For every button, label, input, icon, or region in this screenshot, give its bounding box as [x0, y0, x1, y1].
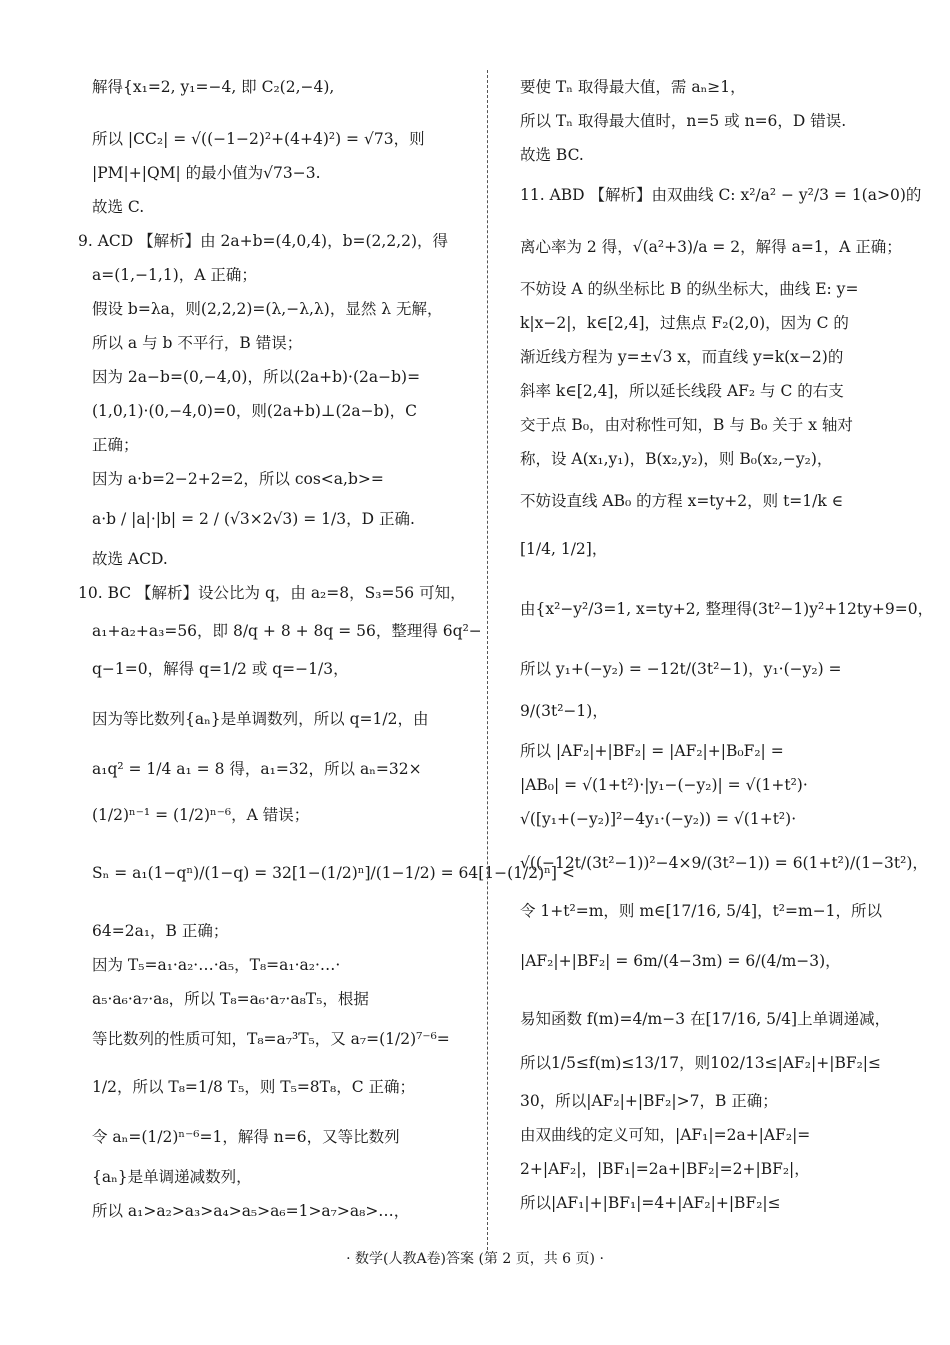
text-line: 所以 y₁+(−y₂) = −12t/(3t²−1)，y₁·(−y₂) = [520, 660, 842, 678]
text-line: 解得{x₁=2, y₁=−4, 即 C₂(2,−4), [92, 78, 335, 96]
text-line: 30，所以|AF₂|+|BF₂|>7，B 正确； [520, 1092, 778, 1110]
text-line: 因为等比数列{aₙ}是单调数列，所以 q=1/2，由 [92, 710, 429, 728]
text-line: 64=2a₁，B 正确； [92, 922, 229, 940]
text-line: 11. ABD 【解析】由双曲线 C: x²/a² − y²/3 = 1(a>0)的 [520, 186, 922, 204]
text-line: 称，设 A(x₁,y₁)，B(x₂,y₂)，则 B₀(x₂,−y₂)， [520, 450, 833, 468]
text-line: 易知函数 f(m)=4/m−3 在[17/16, 5/4]上单调递减， [520, 1010, 891, 1028]
text-line: (1/2)ⁿ⁻¹ = (1/2)ⁿ⁻⁶，A 错误； [92, 806, 310, 824]
text-line: k|x−2|，k∈[2,4]，过焦点 F₂(2,0)，因为 C 的 [520, 314, 849, 332]
text-line: 所以 |CC₂| = √((−1−2)²+(4+4)²) = √73，则 [92, 130, 425, 148]
text-line: 交于点 B₀，由对称性可知，B 与 B₀ 关于 x 轴对 [520, 416, 853, 434]
text-line: 故选 BC. [520, 146, 584, 164]
text-line: a=(1,−1,1)，A 正确； [92, 266, 257, 284]
text-line: 所以1/5≤f(m)≤13/17，则102/13≤|AF₂|+|BF₂|≤ [520, 1054, 882, 1072]
text-line: 故选 C. [92, 198, 145, 216]
text-line: [1/4, 1/2]， [520, 540, 608, 558]
text-line: 要使 Tₙ 取得最大值，需 aₙ≥1， [520, 78, 746, 96]
text-line: 正确； [92, 436, 139, 454]
text-line: |AF₂|+|BF₂| = 6m/(4−3m) = 6/(4/m−3)， [520, 952, 841, 970]
text-line: 不妨设 A 的纵坐标比 B 的纵坐标大，曲线 E: y= [520, 280, 859, 298]
right-column [520, 70, 934, 1220]
text-line: q−1=0，解得 q=1/2 或 q=−1/3， [92, 660, 349, 678]
text-line: Sₙ = a₁(1−qⁿ)/(1−q) = 32[1−(1/2)ⁿ]/(1−1/2) = 64[1−(1/2)ⁿ] < [92, 864, 575, 882]
text-line: √((−12t/(3t²−1))²−4×9/(3t²−1)) = 6(1+t²)/(1−3t²)， [520, 854, 928, 872]
text-line: 所以 |AF₂|+|BF₂| = |AF₂|+|B₀F₂| = [520, 742, 784, 760]
page-footer: · 数学(人教A卷)答案 (第 2 页，共 6 页) · [346, 1251, 604, 1267]
column-divider [487, 70, 488, 1250]
text-line: a₅·a₆·a₇·a₈，所以 T₈=a₆·a₇·a₈T₅，根据 [92, 990, 369, 1008]
text-line: {aₙ}是单调递减数列， [92, 1168, 252, 1186]
text-line: 令 aₙ=(1/2)ⁿ⁻⁶=1，解得 n=6，又等比数列 [92, 1128, 400, 1146]
text-line: 因为 2a−b=(0,−4,0)，所以(2a+b)·(2a−b)= [92, 368, 421, 386]
text-line: 所以 Tₙ 取得最大值时，n=5 或 n=6，D 错误. [520, 112, 847, 130]
text-line: 由{x²−y²/3=1, x=ty+2, 整理得(3t²−1)y²+12ty+9=0， [520, 600, 934, 618]
text-line: 令 1+t²=m，则 m∈[17/16, 5/4]，t²=m−1，所以 [520, 902, 883, 920]
text-line: a₁+a₂+a₃=56，即 8/q + 8 + 8q = 56，整理得 6q²− [92, 622, 482, 640]
text-line: 故选 ACD. [92, 550, 168, 568]
text-line: 9. ACD 【解析】由 2a+b=(4,0,4)，b=(2,2,2)，得 [78, 232, 449, 250]
text-line: |PM|+|QM| 的最小值为√73−3. [92, 164, 321, 182]
text-line: 所以|AF₁|+|BF₁|=4+|AF₂|+|BF₂|≤ [520, 1194, 781, 1212]
text-line: 由双曲线的定义可知，|AF₁|=2a+|AF₂|= [520, 1126, 811, 1144]
text-line: √([y₁+(−y₂)]²−4y₁·(−y₂)) = √(1+t²)· [520, 810, 797, 828]
text-line: 2+|AF₂|，|BF₁|=2a+|BF₂|=2+|BF₂|， [520, 1160, 810, 1178]
text-line: 不妨设直线 AB₀ 的方程 x=ty+2，则 t=1/k ∈ [520, 492, 844, 510]
text-line: 斜率 k∈[2,4]，所以延长线段 AF₂ 与 C 的右支 [520, 382, 844, 400]
text-line: 因为 a·b=2−2+2=2，所以 cos<a,b>= [92, 470, 384, 488]
text-line: 1/2，所以 T₈=1/8 T₅，则 T₅=8T₈，C 正确； [92, 1078, 416, 1096]
text-line: |AB₀| = √(1+t²)·|y₁−(−y₂)| = √(1+t²)· [520, 776, 808, 794]
text-line: 9/(3t²−1)， [520, 702, 608, 720]
text-line: 所以 a₁>a₂>a₃>a₄>a₅>a₆=1>a₇>a₈>…， [92, 1202, 410, 1220]
text-line: (1,0,1)·(0,−4,0)=0，则(2a+b)⊥(2a−b)，C [92, 402, 417, 420]
text-line: 10. BC 【解析】设公比为 q，由 a₂=8，S₃=56 可知， [78, 584, 466, 602]
text-line: 因为 T₅=a₁·a₂·…·a₅，T₈=a₁·a₂·…· [92, 956, 341, 974]
text-line: 所以 a 与 b 不平行，B 错误； [92, 334, 303, 352]
text-line: a·b / |a|·|b| = 2 / (√3×2√3) = 1/3，D 正确. [92, 510, 415, 528]
text-line: 假设 b=λa，则(2,2,2)=(λ,−λ,λ)，显然 λ 无解， [92, 300, 443, 318]
text-line: a₁q² = 1/4 a₁ = 8 得，a₁=32，所以 aₙ=32× [92, 760, 422, 778]
text-line: 等比数列的性质可知，T₈=a₇³T₅，又 a₇=(1/2)⁷⁻⁶= [92, 1030, 450, 1048]
text-line: 离心率为 2 得，√(a²+3)/a = 2，解得 a=1，A 正确； [520, 238, 902, 256]
text-line: 渐近线方程为 y=±√3 x，而直线 y=k(x−2)的 [520, 348, 844, 366]
